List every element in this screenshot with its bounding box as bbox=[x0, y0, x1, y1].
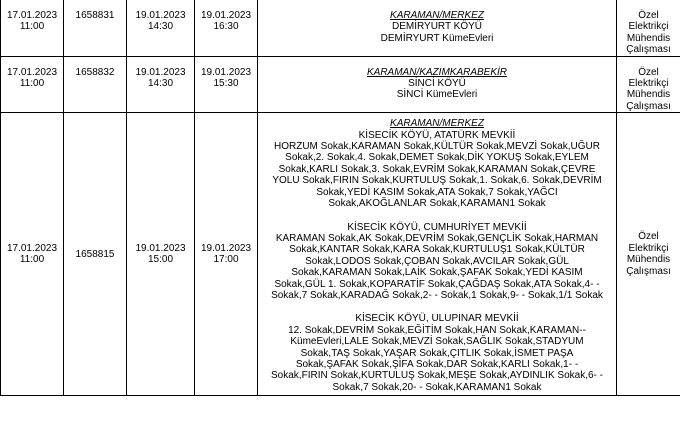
start-date: 17.01.2023 bbox=[6, 242, 58, 254]
planned-date: 19.01.2023 bbox=[200, 242, 252, 254]
region-heading: KARAMAN/KAZIMKARABEKİR bbox=[366, 66, 508, 78]
street-line: Sokak,KARLI Sokak,3. Sokak,EVRİM Sokak,KARAMAN Sokak,ÇEVRE bbox=[278, 163, 596, 175]
start-datetime-cell bbox=[1, 0, 64, 56]
street-line: Sokak,GÜL 1. Sokak,KOPARATİF Sokak,ÇAĞDAŞ Sokak,ATA Sokak,4- - bbox=[274, 278, 600, 290]
end-date: 19.01.2023 bbox=[135, 10, 186, 21]
street-block-cumhuriyet bbox=[260, 222, 614, 302]
table-row bbox=[1, 113, 680, 396]
affected-area-cell bbox=[258, 56, 617, 113]
reason-cell: Özel Elektrikçi Mühendis Çalışması bbox=[617, 113, 680, 396]
reason-cell: Özel Elektrikçi Mühendis Çalışması bbox=[617, 0, 680, 56]
end-datetime-cell bbox=[127, 0, 195, 56]
end-time: 15:00 bbox=[147, 254, 174, 266]
end-datetime-cell bbox=[127, 113, 195, 396]
start-time: 11:00 bbox=[19, 21, 45, 33]
area-line: SİNCİ KümeEvleri bbox=[396, 89, 478, 101]
start-datetime-cell bbox=[1, 56, 64, 113]
affected-area-cell bbox=[258, 0, 617, 56]
street-line: Sokak,ŞAFAK Sokak,ŞİFA Sokak,DAR Sokak,KARLI Sokak,1- - bbox=[295, 358, 579, 370]
street-line: Sokak,KARAMAN Sokak,LAİK Sokak,ŞAFAK Sokak,YEDİ KASIM bbox=[291, 267, 583, 279]
outage-code: 1658832 bbox=[64, 56, 127, 113]
street-line: Sokak,TAŞ Sokak,YAŞAR Sokak,ÇITLIK Sokak,İSMET PAŞA bbox=[300, 347, 574, 359]
street-line: YOLU Sokak,FIRIN Sokak,KURTULUŞ Sokak,1. Sokak,6. Sokak,DEVRİM bbox=[272, 175, 602, 187]
street-line: Sokak,LODOS Sokak,ÇOBAN Sokak,AVCILAR Sokak,GÜL bbox=[305, 255, 569, 267]
outage-code: 1658831 bbox=[64, 0, 127, 56]
area-line: DEMİRYURT KÖYÜ bbox=[391, 21, 483, 33]
planned-time: 15:30 bbox=[213, 78, 239, 90]
planned-date: 19.01.2023 bbox=[200, 66, 252, 78]
affected-area-cell bbox=[258, 113, 617, 396]
planned-date: 19.01.2023 bbox=[200, 10, 252, 21]
mevki-heading: KİSECİK KÖYÜ, CUMHURİYET MEVKİİ bbox=[347, 221, 527, 233]
street-line: 12. Sokak,DEVRİM Sokak,EĞİTİM Sokak,HAN Sokak,KARAMAN-- bbox=[288, 324, 586, 336]
area-line: DEMİRYURT KümeEvleri bbox=[380, 32, 494, 44]
start-datetime-cell bbox=[1, 113, 64, 396]
table-row bbox=[1, 0, 680, 56]
street-line: HORZUM Sokak,KARAMAN Sokak,KÜLTÜR Sokak,MEVZİ Sokak,UĞUR bbox=[274, 141, 600, 153]
start-time: 11:00 bbox=[19, 254, 45, 266]
block-spacer bbox=[260, 210, 614, 222]
street-line: Sokak,FIRIN Sokak,KURTULUŞ Sokak,MEŞE Sokak,AYDINLIK Sokak,6- - bbox=[271, 370, 603, 382]
planned-datetime-cell bbox=[195, 113, 258, 396]
street-block-ataturk bbox=[260, 130, 614, 210]
mevki-heading: KİSECİK KÖYÜ, ULUPINAR MEVKİİ bbox=[355, 313, 519, 325]
street-line: Sokak,KANTAR Sokak,KARA Sokak,KURTULUŞ1 Sokak,KÜLTÜR bbox=[289, 244, 585, 256]
region-heading: KARAMAN/MERKEZ bbox=[390, 10, 484, 21]
street-line: KARAMAN Sokak,AK Sokak,DEVRİM Sokak,GENÇLİK Sokak,HARMAN bbox=[275, 232, 599, 244]
street-line: Sokak,YEDİ KASIM Sokak,ATA Sokak,7 Sokak,YAĞCI bbox=[316, 186, 558, 198]
outage-code: 1658815 bbox=[64, 113, 127, 396]
planned-time: 16:30 bbox=[213, 21, 239, 33]
end-time: 14:30 bbox=[147, 21, 174, 33]
planned-datetime-cell bbox=[195, 0, 258, 56]
street-line: Sokak,AKOĞLANLAR Sokak,KARAMAN1 Sokak bbox=[328, 198, 546, 210]
start-date: 17.01.2023 bbox=[6, 10, 58, 21]
street-line: KümeEvleri,LALE Sokak,MEVZİ Sokak,SAĞLIK Sokak,STADYUM bbox=[290, 336, 584, 348]
street-block-ulupinar bbox=[260, 313, 614, 393]
end-datetime-cell bbox=[127, 56, 195, 113]
area-line: SİNCİ KÖYÜ bbox=[408, 78, 466, 90]
street-line: Sokak,7 Sokak,KARADAĞ Sokak,2- - Sokak,1 Sokak,9- - Sokak,1/1 Sokak bbox=[271, 289, 603, 301]
start-date: 17.01.2023 bbox=[6, 66, 58, 78]
region-heading: KARAMAN/MERKEZ bbox=[390, 118, 484, 130]
mevki-heading: KİSECİK KÖYÜ, ATATÜRK MEVKİİ bbox=[358, 129, 516, 141]
street-line: Sokak,7 Sokak,20- - Sokak,KARAMAN1 Sokak bbox=[332, 381, 542, 393]
planned-datetime-cell bbox=[195, 56, 258, 113]
block-spacer bbox=[260, 301, 614, 313]
street-line: Sokak,2. Sokak,4. Sokak,DEMET Sokak,DİK YOKUŞ Sokak,EYLEM bbox=[285, 152, 589, 164]
end-time: 14:30 bbox=[147, 78, 174, 90]
start-time: 11:00 bbox=[19, 78, 45, 90]
reason-cell: Özel Elektrikçi Mühendis Çalışması bbox=[617, 56, 680, 113]
end-date: 19.01.2023 bbox=[135, 242, 186, 254]
table-row bbox=[1, 56, 680, 113]
planned-time: 17:00 bbox=[213, 254, 239, 266]
end-date: 19.01.2023 bbox=[135, 66, 186, 78]
